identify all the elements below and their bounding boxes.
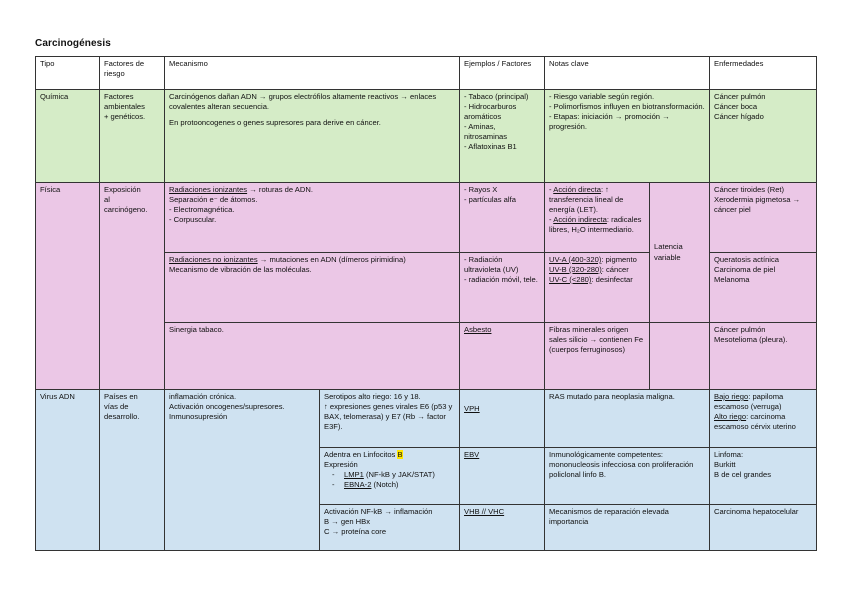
fisica-ejemplos-asbesto: Asbesto	[460, 323, 545, 390]
virus-sub-ebv: Adentra en Linfocitos B Expresión - LMP1 (NF-kB y JAK/STAT) - EBNA-2 (Notch)	[320, 448, 460, 505]
virus-mecanismo: inflamación crónica. Activación oncogenes/supresores. Inmunosupresión	[165, 390, 320, 551]
quimica-notas: - Riesgo variable según región. - Polimorfismos influyen en biotransformación. - Etapas: iniciación → promoción → progresión.	[545, 90, 710, 183]
fisica-tipo: Física	[36, 183, 100, 390]
header-enfermedades: Enfermedades	[710, 57, 817, 90]
ebv-bullets	[324, 470, 455, 490]
fisica-enfermedades-asbesto: Cáncer pulmón Mesotelioma (pleura).	[710, 323, 817, 390]
virus-notas-vph: RAS mutado para neoplasia maligna.	[545, 390, 710, 448]
header-row	[36, 57, 817, 90]
virus-enfermedades-vhb: Carcinoma hepatocelular	[710, 505, 817, 551]
list-item: - LMP1 (NF-kB y JAK/STAT)	[344, 470, 455, 480]
list-item: - EBNA-2 (Notch)	[344, 480, 455, 490]
quimica-enfermedades: Cáncer pulmón Cáncer boca Cáncer hígado	[710, 90, 817, 183]
header-ejemplos: Ejemplos / Factores	[460, 57, 545, 90]
header-tipo: Tipo	[36, 57, 100, 90]
virus-ejemplo-ebv: EBV	[460, 448, 545, 505]
page-title: Carcinogénesis	[35, 38, 111, 49]
quimica-mecanismo: Carcinógenos dañan ADN → grupos electrófilos altamente reactivos → enlaces covalentes alteran secuencia. En protooncogenes o genes supresores para derive en cáncer.	[165, 90, 460, 183]
quimica-tipo: Química	[36, 90, 100, 183]
virus-notas-vhb: Mecanismos de reparación elevada importancia	[545, 505, 710, 551]
virus-ejemplo-vph: VPH	[460, 390, 545, 448]
row-fisica-ionizantes	[36, 183, 817, 253]
virus-sub-vhb: Activación NF-kB → inflamación B → gen HBx C → proteína core	[320, 505, 460, 551]
fisica-mecanismo-ionizantes: Radiaciones ionizantes → roturas de ADN. Separación e⁻ de átomos. - Electromagnética. - Corpuscular.	[165, 183, 460, 253]
virus-enfermedades-ebv: Linfoma: Burkitt B de cel grandes	[710, 448, 817, 505]
quimica-factores: Factores ambientales + genéticos.	[100, 90, 165, 183]
fisica-enfermedades-no-ionizantes: Queratosis actínica Carcinoma de piel Melanoma	[710, 253, 817, 323]
virus-sub-vph: Serotipos alto riego: 16 y 18. ↑ expresiones genes virales E6 (p53 y BAX, telomerasa) y E7 (Rb → factor E3F).	[320, 390, 460, 448]
fisica-ejemplos-no-ionizantes: - Radiación ultravioleta (UV) - radiación móvil, tele.	[460, 253, 545, 323]
fisica-asbesto-empty	[650, 323, 710, 390]
virus-notas-ebv: Inmunológicamente competentes: mononucleosis infecciosa con proliferación policlonal linfo B.	[545, 448, 710, 505]
fisica-mecanismo-sinergia: Sinergia tabaco.	[165, 323, 460, 390]
fisica-mecanismo-no-ionizantes: Radiaciones no ionizantes → mutaciones en ADN (dímeros pirimidina) Mecanismo de vibración de las moléculas.	[165, 253, 460, 323]
row-virus-vph	[36, 390, 817, 448]
header-notas: Notas clave	[545, 57, 710, 90]
fisica-ejemplos-ionizantes: - Rayos X - partículas alfa	[460, 183, 545, 253]
row-quimica	[36, 90, 817, 183]
fisica-factores: Exposición al carcinógeno.	[100, 183, 165, 390]
virus-enfermedades-vph: Bajo riego: papiloma escamoso (verruga) Alto riego: carcinoma escamoso cérvix uterino	[710, 390, 817, 448]
fisica-notas-asbesto: Fibras minerales origen sales silicio → contienen Fe (cuerpos ferruginosos)	[545, 323, 650, 390]
virus-tipo: Virus ADN	[36, 390, 100, 551]
header-mecanismo: Mecanismo	[165, 57, 460, 90]
carcinogenesis-table	[35, 56, 817, 551]
quimica-ejemplos: - Tabaco (principal) - Hidrocarburos aromáticos - Aminas, nitrosaminas - Aflatoxinas B1	[460, 90, 545, 183]
fisica-notas-ionizantes: - Acción directa: ↑ transferencia lineal de energía (LET). - Acción indirecta: radicales libres, H₂O intermediario.	[545, 183, 650, 253]
virus-ejemplo-vhb: VHB // VHC	[460, 505, 545, 551]
fisica-notas-uv: UV-A (400-320): pigmento UV-B (320-280): cáncer UV-C (<280): desinfectar	[545, 253, 650, 323]
header-factores: Factores de riesgo	[100, 57, 165, 90]
fisica-enfermedades-ionizantes: Cáncer tiroides (Ret) Xerodermia pigmetosa → cáncer piel	[710, 183, 817, 253]
fisica-latencia: Latencia variable	[650, 183, 710, 323]
virus-factores: Países en vías de desarrollo.	[100, 390, 165, 551]
